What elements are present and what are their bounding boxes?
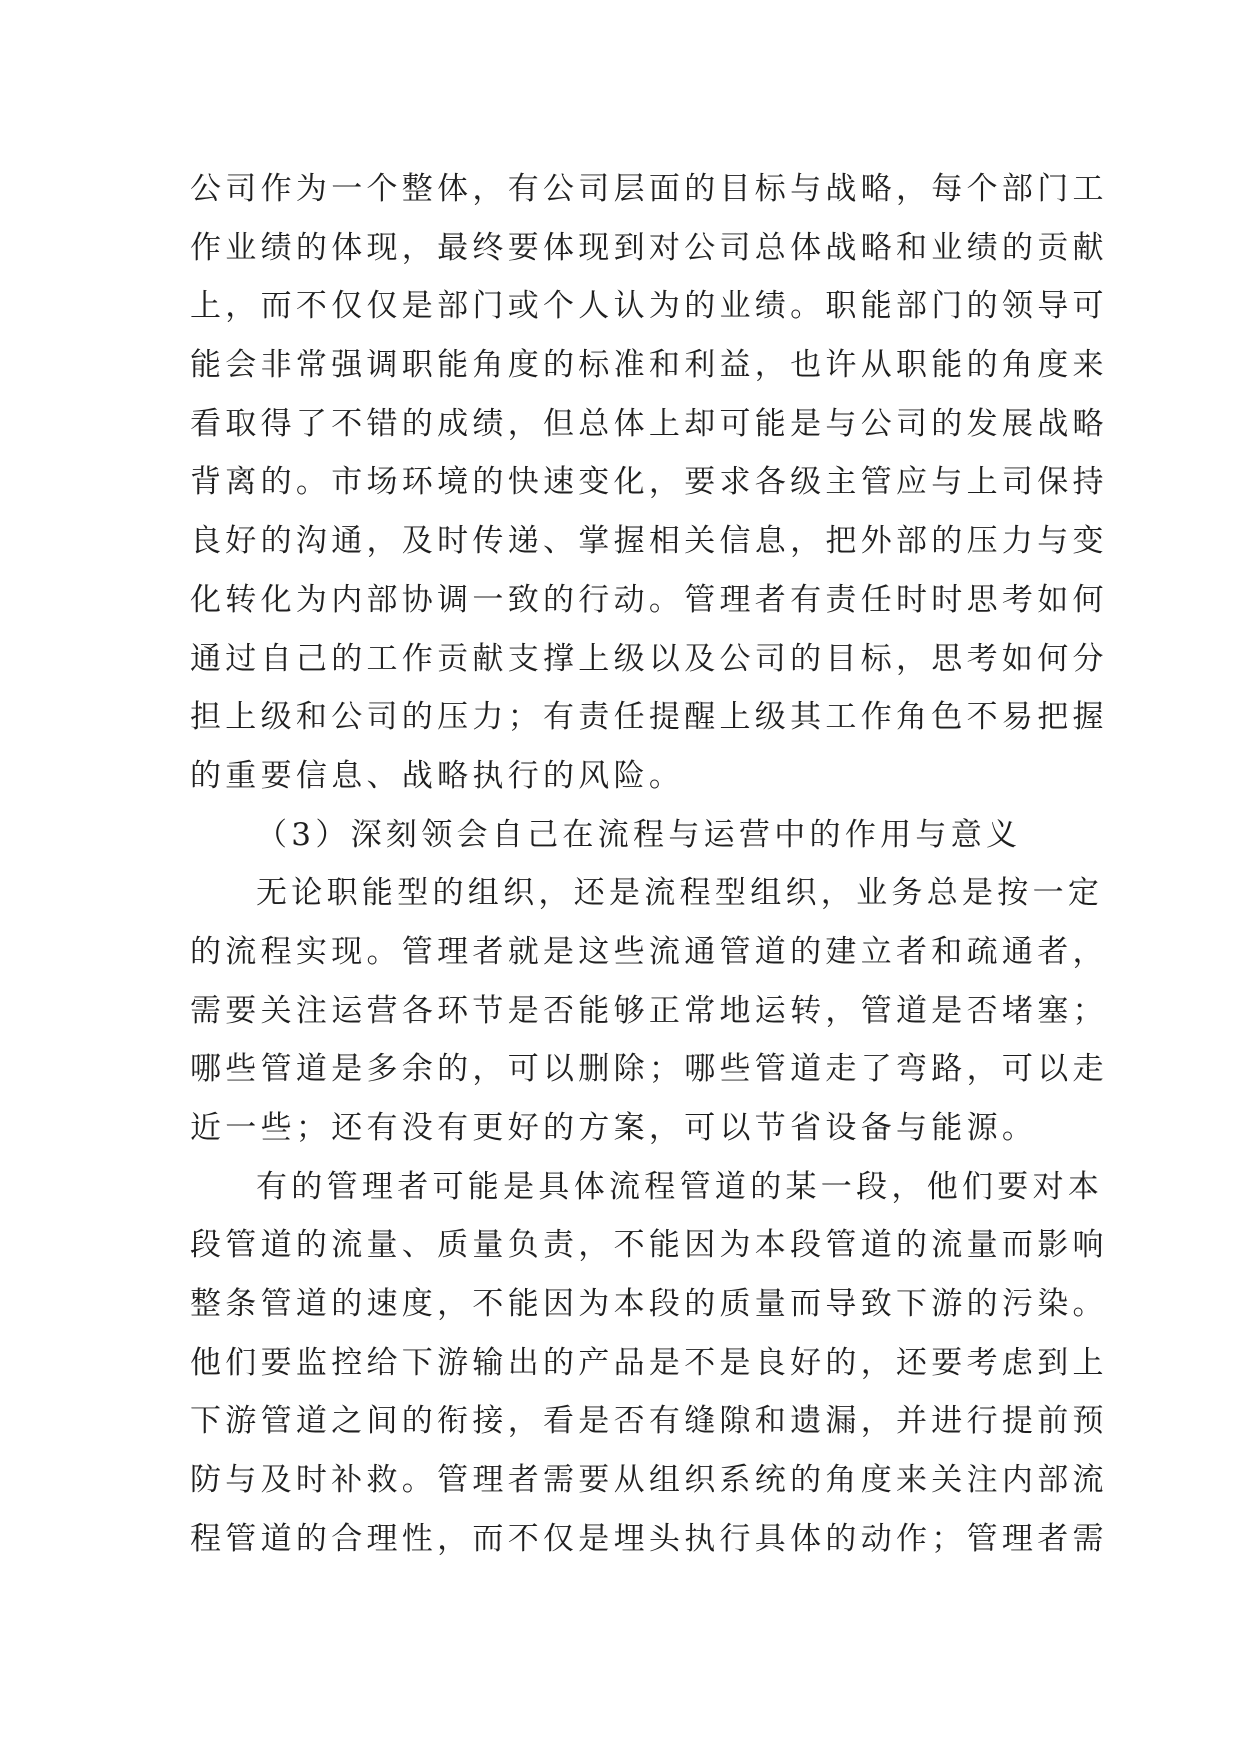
text-line: 看取得了不错的成绩，但总体上却可能是与公司的发展战略 <box>190 405 1108 442</box>
text-line: 哪些管道是多余的，可以删除；哪些管道走了弯路，可以走 <box>190 1051 1108 1088</box>
text-line: 段管道的流量、质量负责，不能因为本段管道的流量而影响 <box>190 1227 1108 1264</box>
section-heading: （3）深刻领会自己在流程与运营中的作用与意义 <box>256 816 1022 853</box>
paragraph-first-line: 无论职能型的组织，还是流程型组织，业务总是按一定 <box>256 875 1104 912</box>
text-line: 公司作为一个整体，有公司层面的目标与战略，每个部门工 <box>190 171 1108 207</box>
paragraph-first-line: 有的管理者可能是具体流程管道的某一段，他们要对本 <box>256 1168 1104 1205</box>
text-line: 化转化为内部协调一致的行动。管理者有责任时时思考如何 <box>190 581 1108 618</box>
document-body <box>190 160 1108 1569</box>
text-line: 作业绩的体现，最终要体现到对公司总体战略和业绩的贡献 <box>190 229 1108 266</box>
text-line: 上，而不仅仅是部门或个人认为的业绩。职能部门的领导可 <box>190 288 1108 325</box>
text-line: 整条管道的速度，不能因为本段的质量而导致下游的污染。 <box>190 1286 1108 1323</box>
text-line: 良好的沟通，及时传递、掌握相关信息，把外部的压力与变 <box>190 523 1108 560</box>
text-line: 他们要监控给下游输出的产品是不是良好的，还要考虑到上 <box>190 1344 1108 1381</box>
text-line: 需要关注运营各环节是否能够正常地运转，管道是否堵塞； <box>190 992 1108 1029</box>
text-line: 下游管道之间的衔接，看是否有缝隙和遗漏，并进行提前预 <box>190 1403 1108 1440</box>
text-line: 能会非常强调职能角度的标准和利益，也许从职能的角度来 <box>190 347 1108 384</box>
text-line: 防与及时补救。管理者需要从组织系统的角度来关注内部流 <box>190 1462 1108 1499</box>
text-line: 的流程实现。管理者就是这些流通管道的建立者和疏通者， <box>190 933 1108 970</box>
text-line: 的重要信息、战略执行的风险。 <box>190 757 685 794</box>
text-line: 近一些；还有没有更好的方案，可以节省设备与能源。 <box>190 1110 1038 1146</box>
text-line: 通过自己的工作贡献支撑上级以及公司的目标，思考如何分 <box>190 640 1108 677</box>
text-line: 程管道的合理性，而不仅是埋头执行具体的动作；管理者需 <box>190 1520 1108 1557</box>
text-line: 担上级和公司的压力；有责任提醒上级其工作角色不易把握 <box>190 699 1108 736</box>
text-line: 背离的。市场环境的快速变化，要求各级主管应与上司保持 <box>190 464 1108 501</box>
